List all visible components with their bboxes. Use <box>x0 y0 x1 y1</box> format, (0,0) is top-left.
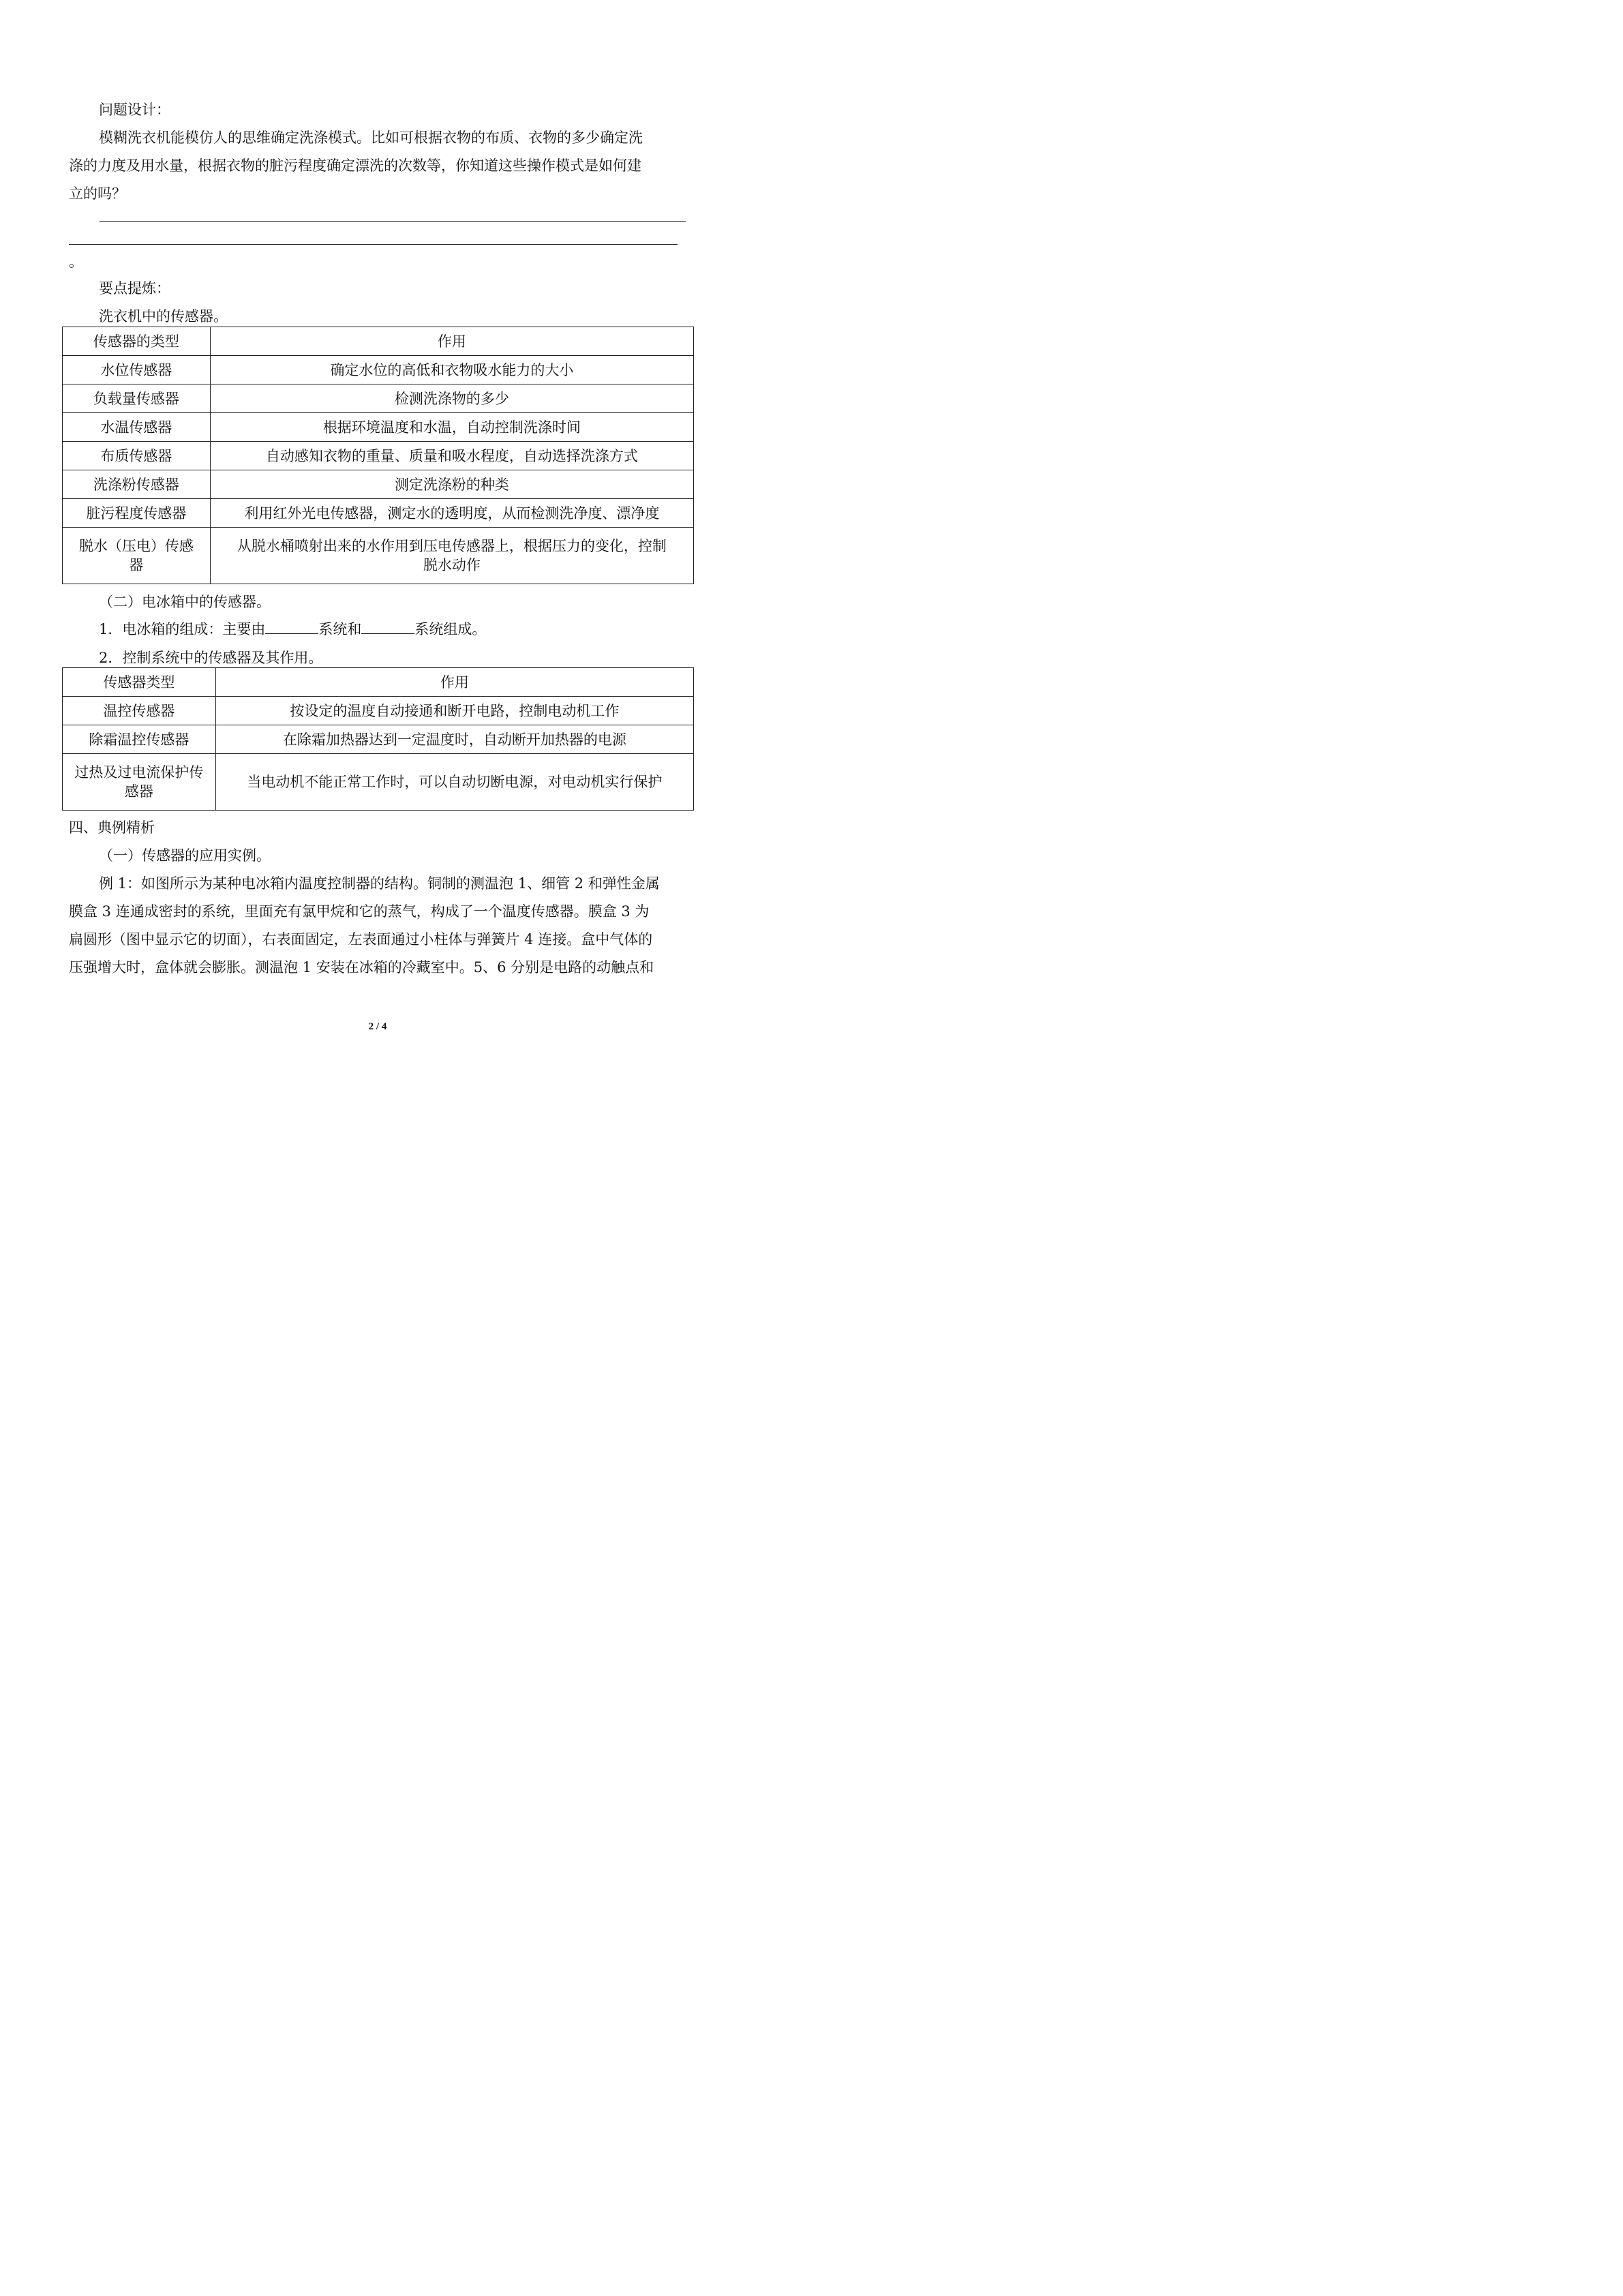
sensor-effect-cell: 测定洗涤粉的种类 <box>210 470 693 499</box>
question-text-line: 模糊洗衣机能模仿人的思维确定洗涤模式。比如可根据衣物的布质、衣物的多少确定洗 <box>99 130 643 146</box>
cell-text-line: 脱水（压电）传感 <box>78 538 194 554</box>
sensor-effect-cell: 在除霜加热器达到一定温度时，自动断开加热器的电源 <box>215 725 693 754</box>
sensor-type-cell <box>63 754 216 811</box>
section-heading: 四、典例精析 <box>69 819 155 836</box>
question-text: 1．电冰箱的组成：主要由 <box>99 621 266 637</box>
table-row <box>63 384 694 413</box>
table-header-cell: 作用 <box>215 668 693 697</box>
sensor-effect-cell: 检测洗涤物的多少 <box>210 384 693 413</box>
table-row <box>63 754 694 811</box>
sensor-effect-cell: 自动感知衣物的重量、质量和吸水程度，自动选择洗涤方式 <box>210 442 693 470</box>
fridge-section-title: （二）电冰箱中的传感器。 <box>99 594 271 610</box>
sensor-effect-cell <box>210 528 693 584</box>
table-row <box>63 442 694 470</box>
example-text-line: 扁圆形（图中显示它的切面），右表面固定，左表面通过小柱体与弹簧片 4 连接。盒中气体的 <box>69 931 653 948</box>
page-number: 2 / 4 <box>368 1021 387 1032</box>
cell-text-line: 过热及过电流保护传 <box>74 764 204 781</box>
question-heading: 问题设计： <box>99 102 170 118</box>
sensor-type-cell: 负载量传感器 <box>63 384 211 413</box>
answer-line <box>69 244 678 245</box>
question-text: 系统组成。 <box>414 621 487 637</box>
question-text-line: 涤的力度及用水量，根据衣物的脏污程度确定漂洗的次数等，你知道这些操作模式是如何建 <box>69 157 641 174</box>
table-header-row <box>63 327 694 356</box>
question-text-line: 立的吗？ <box>69 185 126 202</box>
sensor-type-cell: 布质传感器 <box>63 442 211 470</box>
sensor-type-cell: 脏污程度传感器 <box>63 499 211 528</box>
fridge-question-2: 2．控制系统中的传感器及其作用。 <box>99 650 323 666</box>
sensor-type-cell: 水位传感器 <box>63 356 211 384</box>
example-text-line: 压强增大时，盒体就会膨胀。测温泡 1 安装在冰箱的冷藏室中。5、6 分别是电路的动触点和 <box>69 959 654 976</box>
answer-line <box>100 221 686 222</box>
table-header-row <box>63 668 694 697</box>
table-row <box>63 725 694 754</box>
table-header-cell: 传感器的类型 <box>63 327 211 356</box>
sensor-type-cell: 除霜温控传感器 <box>63 725 216 754</box>
cell-text-line: 脱水动作 <box>423 557 481 573</box>
question-text: 系统和 <box>318 621 362 637</box>
sensor-effect-cell: 当电动机不能正常工作时，可以自动切断电源，对电动机实行保护 <box>215 754 693 811</box>
summary-heading: 要点提炼： <box>99 280 170 297</box>
sensor-effect-cell: 根据环境温度和水温，自动控制洗涤时间 <box>210 413 693 442</box>
table-row <box>63 528 694 584</box>
fridge-sensor-table <box>62 667 694 811</box>
table-row <box>63 356 694 384</box>
example-text-line: 膜盒 3 连通成密封的系统，里面充有氯甲烷和它的蒸气，构成了一个温度传感器。膜盒 3 为 <box>69 903 650 920</box>
cell-text-line: 感器 <box>124 783 153 800</box>
sensor-effect-cell: 利用红外光电传感器，测定水的透明度，从而检测洗净度、漂净度 <box>210 499 693 528</box>
table-header-cell: 作用 <box>210 327 693 356</box>
table-row <box>63 499 694 528</box>
fridge-question-1 <box>99 620 486 639</box>
cell-text-line: 从脱水桶喷射出来的水作用到压电传感器上，根据压力的变化，控制 <box>237 538 667 554</box>
washer-sensor-table <box>62 327 694 584</box>
table-header-cell: 传感器类型 <box>63 668 216 697</box>
sensor-effect-cell: 确定水位的高低和衣物吸水能力的大小 <box>210 356 693 384</box>
subsection-heading: （一）传感器的应用实例。 <box>99 847 271 864</box>
answer-end-mark: 。 <box>69 254 83 270</box>
sensor-type-cell: 水温传感器 <box>63 413 211 442</box>
sensor-type-cell: 温控传感器 <box>63 697 216 725</box>
table-row <box>63 470 694 499</box>
sensor-type-cell: 洗涤粉传感器 <box>63 470 211 499</box>
fill-in-blank[interactable] <box>361 620 414 634</box>
sensor-effect-cell: 按设定的温度自动接通和断开电路，控制电动机工作 <box>215 697 693 725</box>
cell-text-line: 器 <box>129 557 144 573</box>
example-text-line: 例 1：如图所示为某种电冰箱内温度控制器的结构。铜制的测温泡 1、细管 2 和弹性金属 <box>99 875 660 892</box>
fill-in-blank[interactable] <box>265 620 318 634</box>
sensor-type-cell <box>63 528 211 584</box>
table-row <box>63 413 694 442</box>
washer-table-title: 洗衣机中的传感器。 <box>99 308 228 324</box>
table-row <box>63 697 694 725</box>
